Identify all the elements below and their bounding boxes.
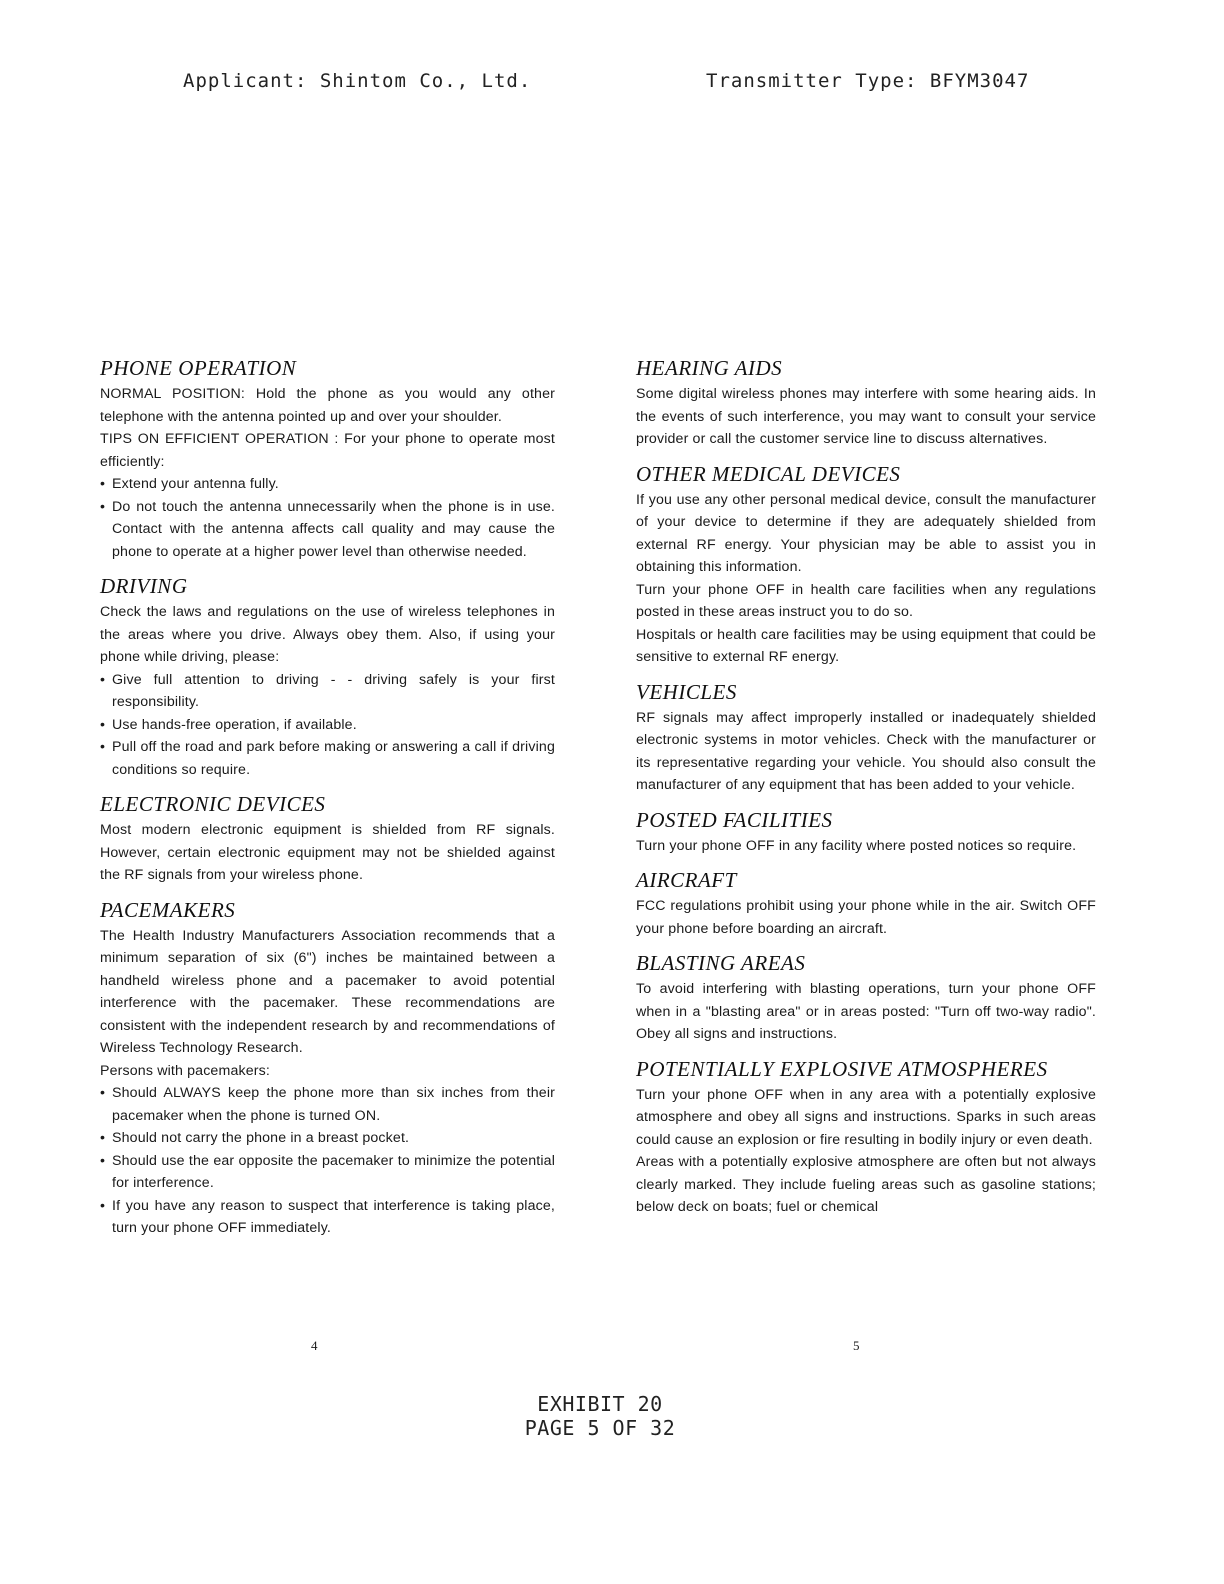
section-paragraph: Check the laws and regulations on the use of wireless telephones in the areas where you drive. Always obey them. Also, if using your phone while driving, please:	[100, 604, 555, 665]
section-other-medical-devices	[636, 462, 1096, 669]
section-pacemakers	[100, 898, 555, 1240]
section-vehicles	[636, 680, 1096, 797]
section-paragraph: The Health Industry Manufacturers Association recommends that a minimum separation of six (6") inches be maintained between a handheld wireless phone and a pacemaker to avoid potential interference with the pacemaker. These recommendations are consistent with the independent research by and recommendations of Wireless Technology Research.	[100, 927, 555, 1056]
bullet-item: • Should not carry the phone in a breast pocket.	[100, 1127, 555, 1150]
section-blasting-areas	[636, 951, 1096, 1046]
bullet-item: • Should ALWAYS keep the phone more than six inches from their pacemaker when the phone is turned ON.	[100, 1082, 555, 1127]
bullet-item: • Pull off the road and park before making or answering a call if driving conditions so require.	[100, 736, 555, 781]
exhibit-footer	[0, 1392, 1200, 1440]
section-potentially-explosive-atmospheres	[636, 1057, 1096, 1219]
left-column	[100, 356, 555, 1251]
section-paragraph: RF signals may affect improperly installed or inadequately shielded electronic systems in motor vehicles. Check with the manufacturer or its representative regarding your vehicle. You should also consult the manufacturer of any equipment that has been added to your vehicle.	[636, 709, 1096, 793]
section-paragraph: Persons with pacemakers:	[100, 1062, 270, 1079]
bullet-item: • If you have any reason to suspect that interference is taking place, turn your phone OFF immediately.	[100, 1195, 555, 1240]
section-paragraph: FCC regulations prohibit using your phone while in the air. Switch OFF your phone before boarding an aircraft.	[636, 898, 1096, 937]
section-paragraph: Some digital wireless phones may interfere with some hearing aids. In the events of such interference, you may want to consult your service provider or call the customer service line to discuss alternatives.	[636, 386, 1096, 447]
bullet-list	[100, 473, 555, 563]
section-paragraph: To avoid interfering with blasting operations, turn your phone OFF when in a "blasting area" or in areas posted: "Turn off two-way radio". Obey all signs and instructions.	[636, 981, 1096, 1042]
section-hearing-aids	[636, 356, 1096, 451]
section-heading: VEHICLES	[636, 679, 737, 704]
section-heading: POSTED FACILITIES	[636, 807, 833, 832]
section-heading: OTHER MEDICAL DEVICES	[636, 461, 901, 486]
section-heading: POTENTIALLY EXPLOSIVE ATMOSPHERES	[636, 1056, 1048, 1081]
bullet-item: • Should use the ear opposite the pacemaker to minimize the potential for interference.	[100, 1150, 555, 1195]
section-paragraph: Hospitals or health care facilities may be using equipment that could be sensitive to external RF energy.	[636, 626, 1096, 665]
section-paragraph: Areas with a potentially explosive atmosphere are often but not always clearly marked. They include fueling areas such as gasoline stations; below deck on boats; fuel or chemical	[636, 1154, 1096, 1215]
section-heading: HEARING AIDS	[636, 356, 783, 380]
page-of-label: PAGE 5 OF 32	[524, 1416, 676, 1440]
section-heading: ELECTRONIC DEVICES	[100, 792, 326, 816]
section-heading: PHONE OPERATION	[100, 356, 297, 380]
page-number-left: 4	[311, 1338, 318, 1353]
section-heading: DRIVING	[100, 574, 188, 598]
transmitter-type-header: Transmitter Type: BFYM3047	[706, 70, 1030, 92]
section-aircraft	[636, 868, 1096, 940]
section-paragraph: Turn your phone OFF in health care facilities when any regulations posted in these areas instruct you to do so.	[636, 581, 1096, 620]
bullet-item: • Do not touch the antenna unnecessarily when the phone is in use. Contact with the antenna affects call quality and may cause the phone to operate at a higher power level than otherwise needed.	[100, 496, 555, 564]
section-paragraph: Most modern electronic equipment is shielded from RF signals. However, certain electronic equipment may not be shielded against the RF signals from your wireless phone.	[100, 822, 555, 883]
section-driving	[100, 574, 555, 781]
section-heading: PACEMAKERS	[100, 897, 236, 922]
applicant-header: Applicant: Shintom Co., Ltd.	[183, 70, 532, 92]
bullet-item: • Use hands-free operation, if available.	[100, 714, 555, 737]
section-posted-facilities	[636, 808, 1096, 858]
bullet-list	[100, 669, 555, 782]
section-paragraph: If you use any other personal medical device, consult the manufacturer of your device to determine if they are adequately shielded from external RF energy. Your physician may be able to assist you in obtaining this information.	[636, 491, 1096, 575]
section-paragraph: TIPS ON EFFICIENT OPERATION : For your phone to operate most efficiently:	[100, 431, 555, 470]
bullet-list	[100, 1082, 555, 1240]
bullet-item: • Give full attention to driving - - driving safely is your first responsibility.	[100, 669, 555, 714]
section-paragraph: Turn your phone OFF when in any area with a potentially explosive atmosphere and obey all signs and instructions. Sparks in such areas could cause an explosion or fire resulting in bodily injury or even death.	[636, 1086, 1096, 1148]
section-paragraph: Turn your phone OFF in any facility where posted notices so require.	[636, 837, 1077, 854]
right-column	[636, 356, 1096, 1230]
page-number-right: 5	[853, 1338, 860, 1353]
exhibit-label: EXHIBIT 20	[537, 1392, 663, 1416]
section-heading: AIRCRAFT	[636, 868, 737, 892]
section-paragraph: NORMAL POSITION: Hold the phone as you would any other telephone with the antenna pointed up and over your shoulder.	[100, 386, 555, 425]
section-electronic-devices	[100, 792, 555, 887]
section-phone-operation	[100, 356, 555, 563]
section-heading: BLASTING AREAS	[636, 951, 806, 975]
bullet-item: • Extend your antenna fully.	[100, 473, 555, 496]
